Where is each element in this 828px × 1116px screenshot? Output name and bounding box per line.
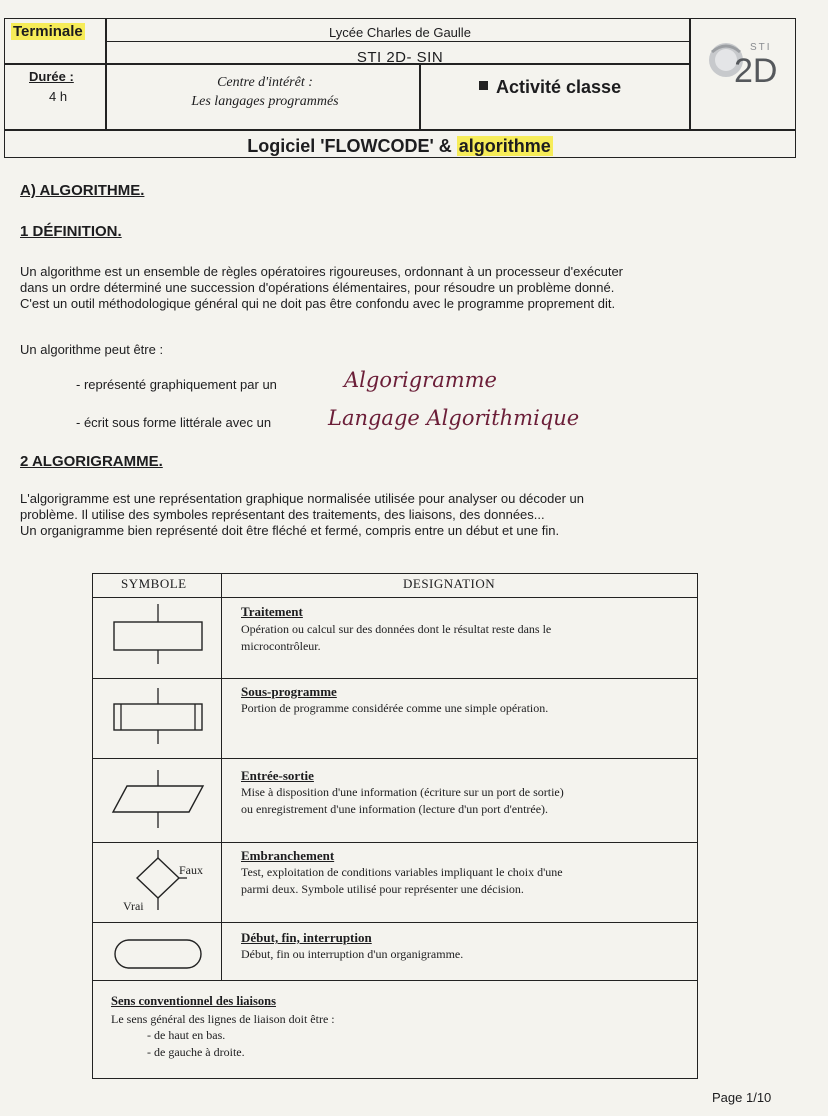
sens-item: - de gauche à droite. <box>147 1045 245 1059</box>
row-description: Opération ou calcul sur des données dont le résultat reste dans le microcontrôleur. <box>241 622 552 653</box>
decision-symbol-icon <box>107 846 207 922</box>
section-a-title: A) ALGORITHME. <box>20 182 145 199</box>
handwritten-langage: Langage Algorithmique <box>328 406 580 430</box>
svg-text:Faux: Faux <box>179 863 203 877</box>
row-description: Mise à disposition d'une information (écriture sur un port de sortie) ou enregistrement d'une information (lecture d'un port d'entrée). <box>241 785 564 816</box>
activity-type: Activité classe <box>479 77 621 98</box>
svg-text:STI: STI <box>750 42 772 53</box>
sens-item: - de haut en bas. <box>147 1028 226 1042</box>
duration-label: Durée : <box>29 69 74 84</box>
row-title: Début, fin, interruption <box>241 930 372 945</box>
algorigramme-paragraph: L'algorigramme est une représentation graphique normalisée utilisée pour analyser ou décoder un problème. Il utilise des symboles représentant des traitements, des liaisons, des données... Un organigramme bien représenté doit être fléché et fermé, compris entre un début et une fin. <box>20 491 584 538</box>
class-label: Terminale <box>13 23 83 40</box>
handwritten-algorigramme: Algorigramme <box>344 368 497 392</box>
io-symbol-icon <box>107 764 207 840</box>
section-2-title: 2 ALGORIGRAMME. <box>20 453 163 470</box>
terminal-symbol-icon <box>107 924 207 1000</box>
document-title: Logiciel 'FLOWCODE' & algorithme <box>247 136 551 156</box>
bullet-litterale: - écrit sous forme littérale avec un <box>76 415 272 430</box>
subroutine-symbol-icon <box>107 682 207 758</box>
row-title: Sous-programme <box>241 684 337 699</box>
row-description: Début, fin ou interruption d'un organigramme. <box>241 947 464 961</box>
header-table <box>4 18 796 158</box>
symbol-table <box>92 573 698 1079</box>
row-title: Entrée-sortie <box>241 768 314 783</box>
school-name: Lycée Charles de Gaulle <box>329 25 471 40</box>
sens-title: Sens conventionnel des liaisons <box>111 994 276 1008</box>
centre-interet: Centre d'intérêt : Les langages programmés <box>191 75 339 109</box>
sti2d-logo <box>704 30 794 90</box>
page-number: Page 1/10 <box>712 1090 772 1105</box>
course-label: STI 2D- SIN <box>356 49 444 66</box>
header-symbole: SYMBOLE <box>121 576 187 591</box>
square-bullet-icon <box>479 81 488 90</box>
process-symbol-icon <box>107 600 207 676</box>
row-title: Traitement <box>241 604 303 619</box>
duration-value: 4 h <box>49 89 68 104</box>
svg-text:Vrai: Vrai <box>123 899 144 913</box>
svg-text:2D: 2D <box>734 52 778 90</box>
sens-description: Le sens général des lignes de liaison doit être : <box>111 1012 335 1026</box>
section-1-title: 1 DÉFINITION. <box>20 223 122 240</box>
header-designation: DESIGNATION <box>403 576 496 591</box>
bullet-graphique: - représenté graphiquement par un <box>76 377 277 392</box>
algorithm-intro: Un algorithme peut être : <box>20 342 164 357</box>
row-description: Portion de programme considérée comme une simple opération. <box>241 701 549 715</box>
definition-paragraph: Un algorithme est un ensemble de règles opératoires rigoureuses, ordonnant à un processeur d'exécuter dans un ordre déterminé une succession d'opérations élémentaires, pour résoudre un problème donné. C'est un outil méthodologique général qui ne doit pas être confondu avec le programme proprement dit. <box>20 264 624 311</box>
row-title: Embranchement <box>241 848 335 863</box>
row-description: Test, exploitation de conditions variables impliquant le choix d'une parmi deux. Symbole utilisé pour représenter une décision. <box>241 865 563 896</box>
